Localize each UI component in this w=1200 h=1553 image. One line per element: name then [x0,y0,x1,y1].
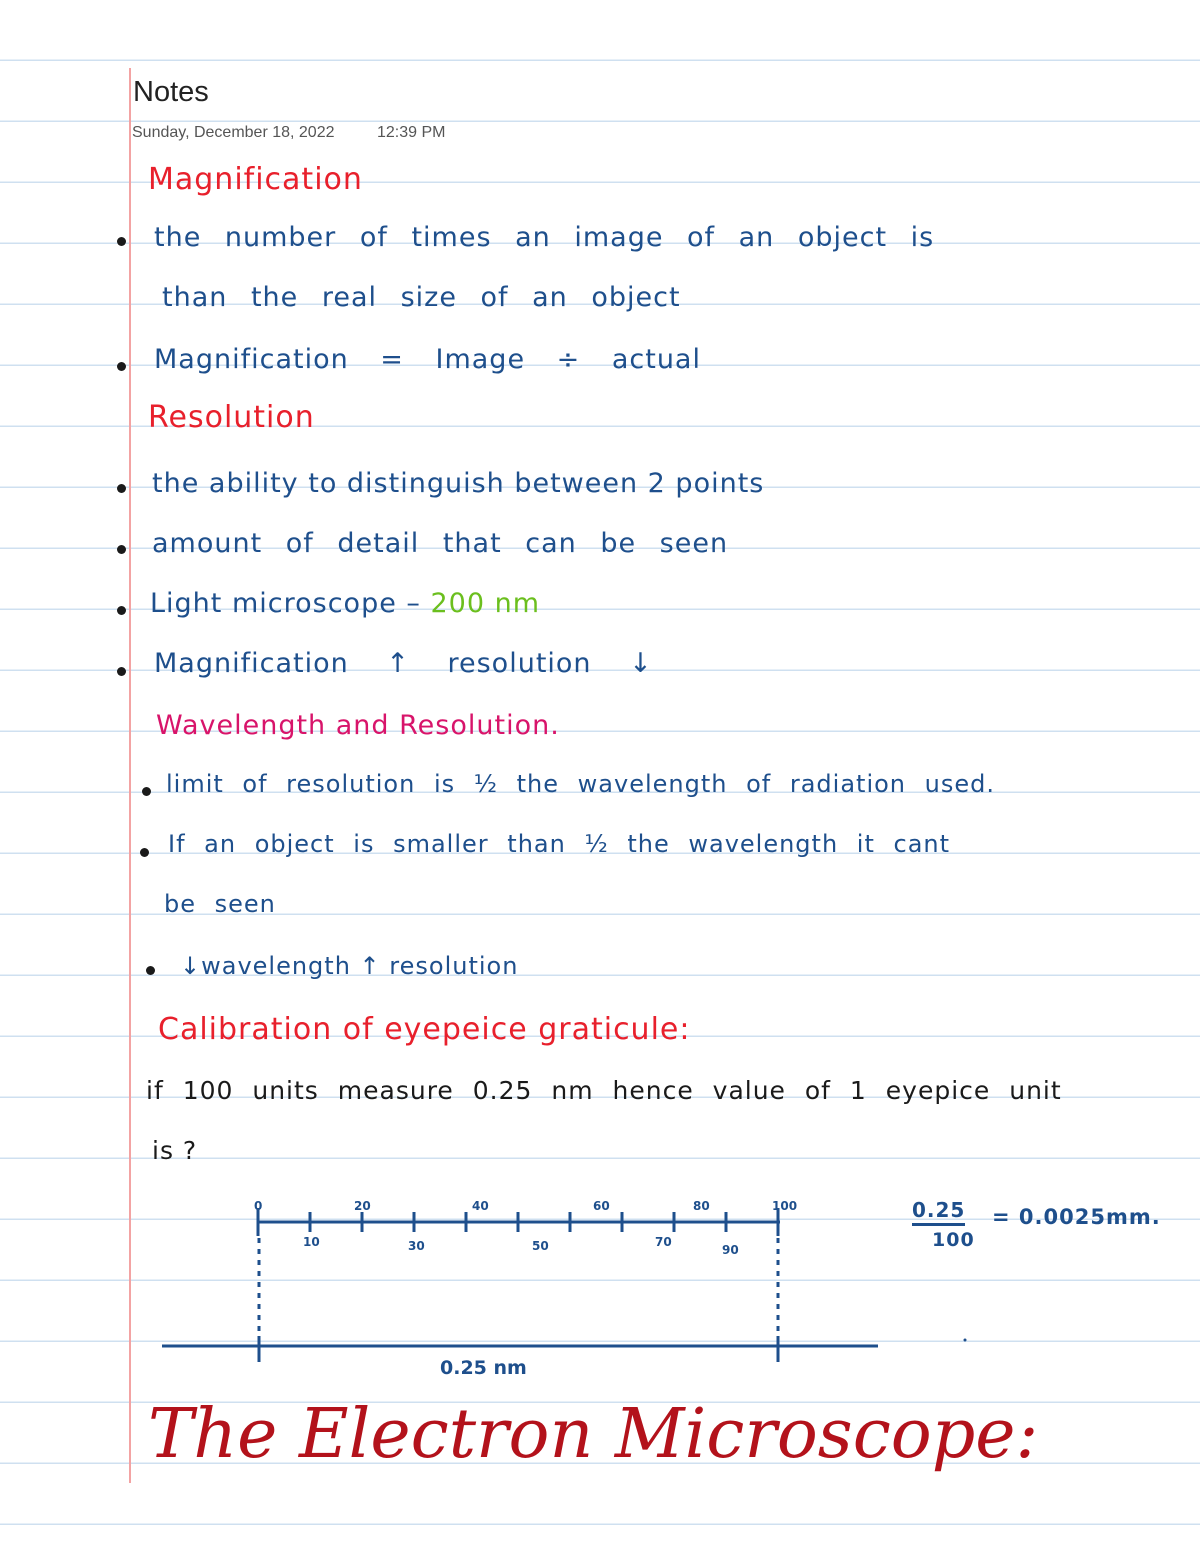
fraction-numerator: 0.25 [912,1198,965,1226]
scale-bottom-label: 70 [655,1235,672,1249]
resolution-bullet-1: the ability to distinguish between 2 points [152,468,765,499]
magnification-definition-line1: the number of times an image of an object is [154,222,935,253]
magnification-heading: Magnification [148,162,363,197]
fraction-denominator: 100 [932,1229,975,1251]
wavelength-bullet-2-line1: If an object is smaller than ½ the wavelength it cant [168,830,951,858]
measure-label: 0.25 nm [440,1357,527,1379]
calibration-question-line1: if 100 units measure 0.25 nm hence value of 1 eyepice unit [146,1076,1062,1105]
page-title: Notes [133,76,209,108]
scale-bottom-label: 90 [722,1243,739,1257]
scale-top-label: 40 [472,1199,489,1213]
page-time: 12:39 PM [377,124,446,141]
light-microscope-value: 200 nm [430,588,541,619]
calibration-result: = 0.0025mm. [992,1205,1161,1229]
magnification-formula: Magnification = Image ÷ actual [154,344,701,375]
calibration-question-line2: is ? [152,1136,198,1165]
wavelength-bullet-2-line2: be seen [164,890,276,918]
electron-microscope-title: The Electron Microscope: [148,1395,1039,1474]
wavelength-bullet-1: limit of resolution is ½ the wavelength of radiation used. [166,770,995,798]
scale-top-label: 0 [254,1199,263,1213]
scale-top-label: 60 [593,1199,610,1213]
scale-top-label: 80 [693,1199,710,1213]
stray-dot [964,1339,967,1342]
scale-top-label: 20 [354,1199,371,1213]
resolution-bullet-2: amount of detail that can be seen [152,528,729,559]
scale-top-label: 100 [772,1199,798,1213]
wavelength-heading: Wavelength and Resolution. [156,710,560,741]
page-date: Sunday, December 18, 2022 [132,124,335,141]
calibration-heading: Calibration of eyepeice graticule: [158,1012,691,1047]
wavelength-bullet-3: ↓wavelength ↑ resolution [180,952,519,980]
resolution-heading: Resolution [148,400,315,435]
resolution-bullet-4: Magnification ↑ resolution ↓ [154,648,653,679]
light-microscope-label: Light microscope – [150,588,421,619]
magnification-definition-line2: than the real size of an object [162,282,681,313]
scale-bottom-label: 30 [408,1239,425,1253]
scale-bottom-label: 10 [303,1235,320,1249]
scale-bottom-label: 50 [532,1239,549,1253]
